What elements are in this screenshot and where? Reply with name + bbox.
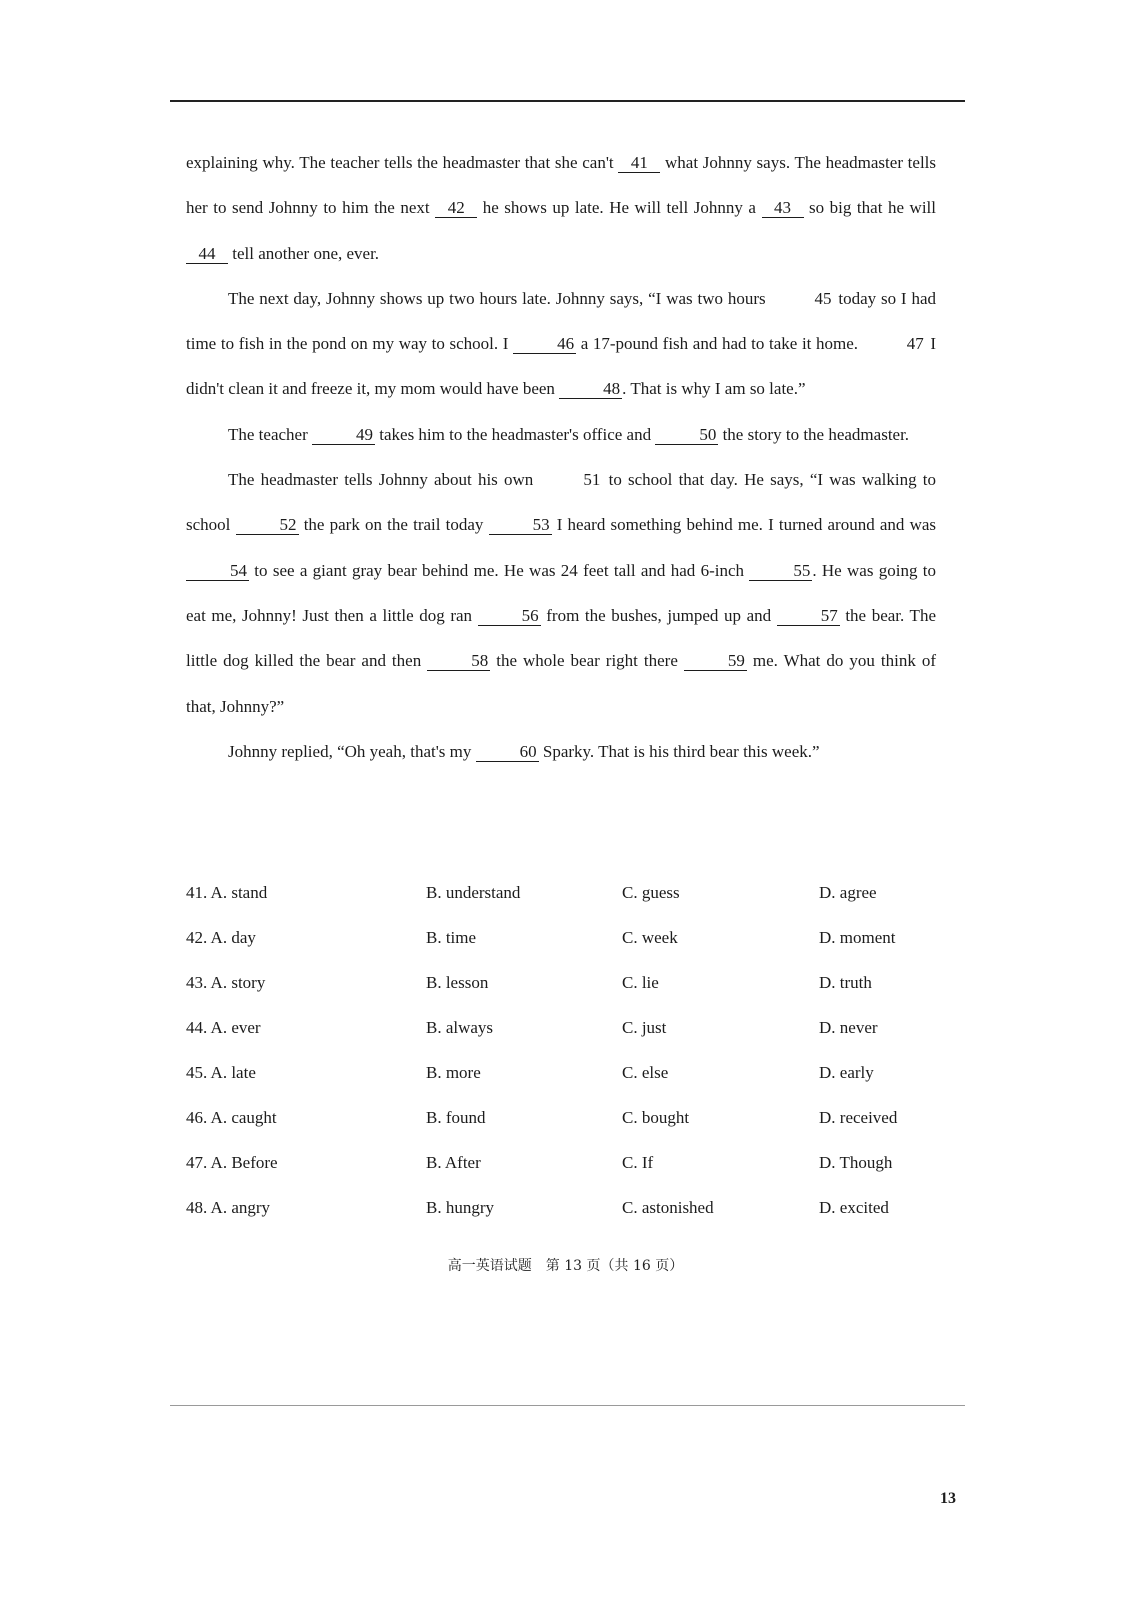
option-row-44	[186, 1005, 936, 1050]
blank-52: 52	[236, 516, 299, 535]
option-44-a: 44. A. ever	[186, 1017, 261, 1037]
page-number: 13	[940, 1490, 956, 1507]
option-row-48	[186, 1185, 936, 1230]
option-47-a: 47. A. Before	[186, 1152, 278, 1172]
option-42-d: D. moment	[819, 927, 896, 947]
blank-53: 53	[489, 516, 552, 535]
option-46-b: B. found	[426, 1107, 486, 1127]
option-43-c: C. lie	[622, 972, 659, 992]
option-45-a: 45. A. late	[186, 1062, 256, 1082]
blank-45: 45	[814, 288, 832, 308]
option-45-c: C. else	[622, 1062, 669, 1082]
option-row-46	[186, 1095, 936, 1140]
paragraph-1: explaining why. The teacher tells the headmaster that she can't 41 what Johnny says. The headmaster tells her to send Johnny to him the next 42 he shows up late. He will tell Johnny a 43 so big that he will 44 tell another one, ever.	[186, 153, 937, 263]
option-48-d: D. excited	[819, 1197, 889, 1217]
blank-47: 47	[906, 334, 924, 354]
blank-54: 54	[186, 562, 249, 581]
option-row-47	[186, 1140, 936, 1185]
option-41-d: D. agree	[819, 882, 877, 902]
option-43-d: D. truth	[819, 972, 872, 992]
option-41-a: 41. A. stand	[186, 882, 268, 902]
blank-60: 60	[476, 743, 539, 762]
blank-43: 43	[762, 199, 804, 218]
option-42-a: 42. A. day	[186, 927, 256, 947]
option-row-41	[186, 870, 936, 915]
option-row-42	[186, 915, 936, 960]
option-46-a: 46. A. caught	[186, 1107, 277, 1127]
option-row-45	[186, 1050, 936, 1095]
option-45-b: B. more	[426, 1062, 481, 1082]
option-43-a: 43. A. story	[186, 972, 266, 992]
option-48-c: C. astonished	[622, 1197, 714, 1217]
blank-58: 58	[427, 652, 490, 671]
option-47-c: C. If	[622, 1152, 654, 1172]
blank-55: 55	[749, 562, 812, 581]
blank-59: 59	[684, 652, 747, 671]
paragraph-2: The next day, Johnny shows up two hours late. Johnny says, “I was two hours 45 today so I had time to fish in the pond on my way to school. I 46 a 17-pound fish and had to take it home. 47 I didn't clean it and freeze it, my mom would have been 48 . That is why I am so late.”	[186, 288, 936, 399]
blank-50: 50	[655, 426, 718, 445]
option-47-b: B. After	[426, 1152, 481, 1172]
option-42-c: C. week	[622, 927, 678, 947]
answer-options	[186, 870, 936, 1230]
blank-51: 51	[583, 470, 601, 490]
option-47-d: D. Though	[819, 1152, 893, 1172]
option-45-d: D. early	[819, 1062, 874, 1082]
paragraph-3: The teacher 49 takes him to the headmaster's office and 50 the story to the headmaster.	[228, 424, 910, 444]
blank-41: 41	[618, 154, 660, 173]
option-42-b: B. time	[426, 927, 477, 947]
option-41-c: C. guess	[622, 882, 680, 902]
blank-57: 57	[777, 607, 840, 626]
option-48-a: 48. A. angry	[186, 1197, 271, 1217]
option-44-c: C. just	[622, 1017, 667, 1037]
option-46-d: D. received	[819, 1107, 898, 1127]
option-row-43	[186, 960, 936, 1005]
blank-48: 48	[559, 380, 622, 399]
blank-49: 49	[312, 426, 375, 445]
blank-56: 56	[478, 607, 541, 626]
header-rule	[170, 100, 965, 102]
option-44-d: D. never	[819, 1017, 878, 1037]
option-46-c: C. bought	[622, 1107, 690, 1127]
paragraph-5: Johnny replied, “Oh yeah, that's my 60 Sparky. That is his third bear this week.”	[228, 741, 820, 761]
blank-42: 42	[435, 199, 477, 218]
cloze-passage	[186, 140, 936, 774]
page-footer: 高一英语试题 第 13 页（共 16 页）	[447, 1258, 684, 1274]
option-43-b: B. lesson	[426, 972, 489, 992]
blank-44: 44	[186, 245, 228, 264]
option-41-b: B. understand	[426, 882, 521, 902]
option-48-b: B. hungry	[426, 1197, 494, 1217]
paragraph-4: The headmaster tells Johnny about his own 51 to school that day. He says, “I was walking to school 52 the park on the trail today 53 I heard something behind me. I turned around and was 54 to see a giant gray bear behind me. He was 24 feet tall and had 6-inch 55 . He was going to eat me, Johnny! Just then a little dog ran 56 from the bushes, jumped up and 57 the bear. The little dog killed the bear and then 58 the whole bear right there 59 me. What do you think of that, Johnny?”	[186, 470, 937, 716]
option-44-b: B. always	[426, 1017, 494, 1037]
footer-rule	[170, 1405, 965, 1406]
blank-46: 46	[513, 335, 576, 354]
